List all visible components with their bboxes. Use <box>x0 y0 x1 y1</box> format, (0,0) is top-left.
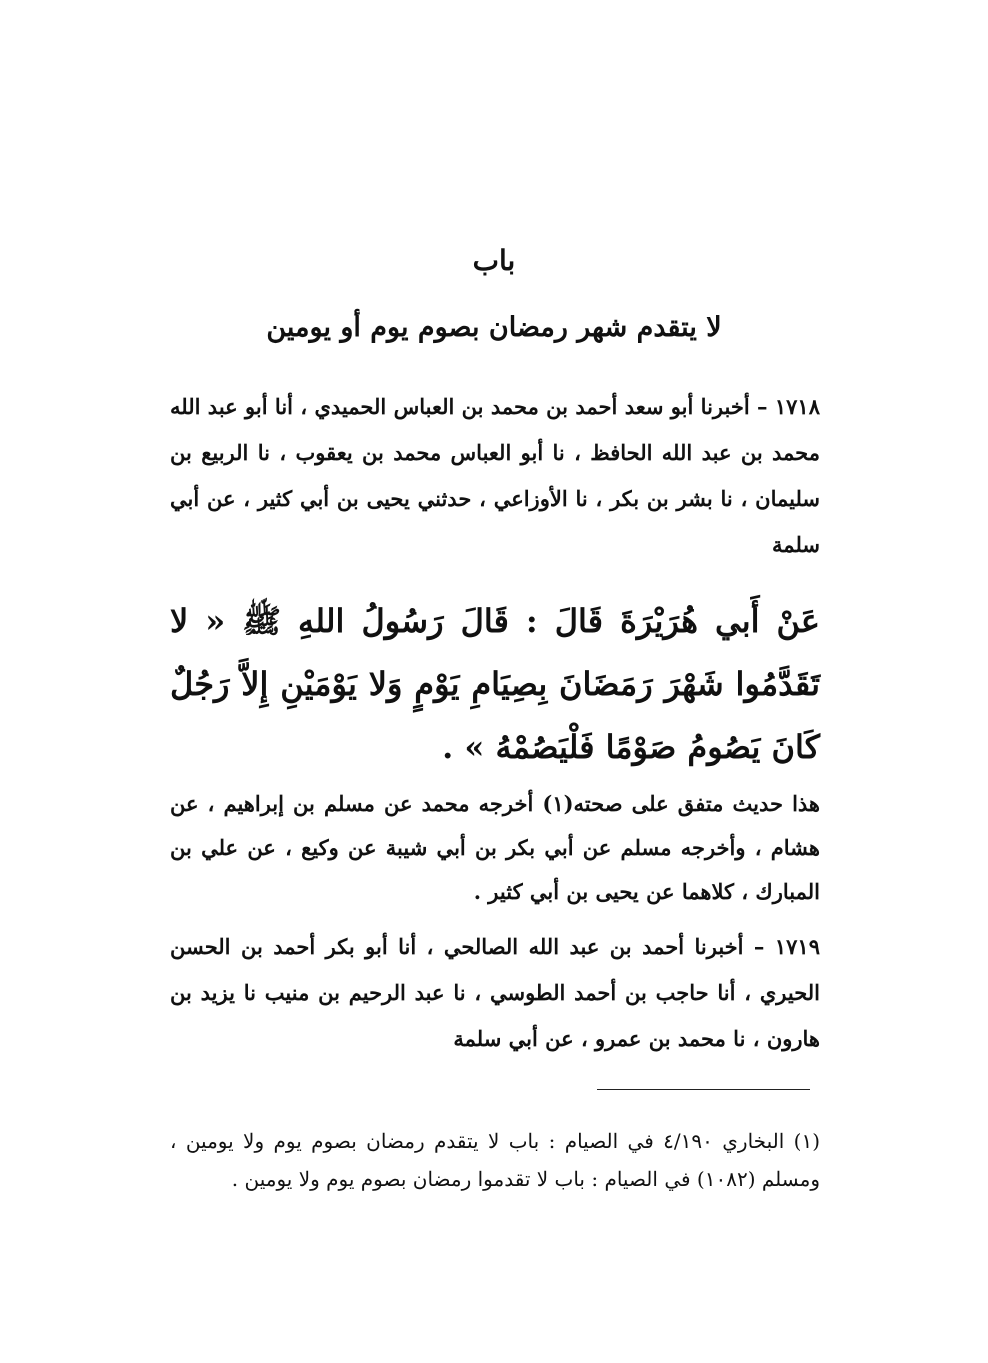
footnotes-section <box>170 1122 820 1198</box>
hadith-1718-commentary: هذا حديث متفق على صحته(١) أخرجه محمد عن مسلم بن إبراهيم ، عن هشام ، وأخرجه مسلم عن أبي بكر بن أبي شيبة عن وكيع ، عن علي بن المبارك ، كلاهما عن يحيى بن أبي كثير . <box>170 791 821 904</box>
hadith-1718-matn-block <box>170 590 820 779</box>
footnote-1: (١) البخاري ٤/١٩٠ في الصيام : باب لا يتقدم رمضان بصوم يوم ولا يومين ، ومسلم (١٠٨٢) في الصيام : باب لا تقدموا رمضان بصوم يوم ولا يومين . <box>170 1129 820 1191</box>
chapter-label: باب <box>472 244 516 277</box>
hadith-1718-commentary-block <box>170 782 820 914</box>
footnote-divider <box>597 1089 810 1090</box>
hadith-1718-isnad: ١٧١٨ – أخبرنا أبو سعد أحمد بن محمد بن العباس الحميدي ، أنا أبو عبد الله محمد بن عبد الله الحافظ ، نا أبو العباس محمد بن يعقوب ، نا الربيع بن سليمان ، نا بشر بن بكر ، نا الأوزاعي ، حدثني يحيى بن أبي كثير ، عن أبي سلمة <box>170 394 820 557</box>
hadith-1719-section <box>170 924 820 1062</box>
hadith-1718-matn: عَنْ أَبي هُرَيْرَةَ قَالَ : قَالَ رَسُولُ اللهِ ﷺ « لا تَقَدَّمُوا شَهْرَ رَمَضَانَ بِصِيَامِ يَوْمٍ وَلا يَوْمَيْنِ إِلاَّ رَجُلٌ كَانَ يَصُومُ صَوْمًا فَلْيَصُمْهُ » . <box>170 602 820 766</box>
hadith-1719-isnad: ١٧١٩ – أخبرنا أحمد بن عبد الله الصالحي ، أنا أبو بكر أحمد بن الحسن الحيري ، أنا حاجب بن أحمد الطوسي ، نا عبد الرحيم بن منيب نا يزيد بن هارون ، نا محمد بن عمرو ، عن أبي سلمة <box>170 934 820 1051</box>
hadith-1718-section <box>170 384 820 568</box>
chapter-title: لا يتقدم شهر رمضان بصوم يوم أو يومين <box>266 312 722 343</box>
